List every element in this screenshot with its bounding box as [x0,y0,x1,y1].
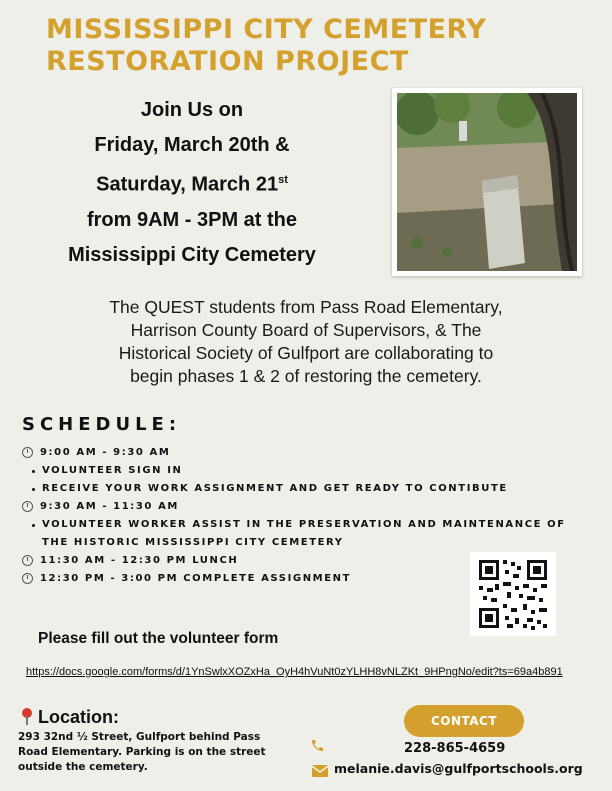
clock-icon [22,555,33,566]
contact-button[interactable]: CONTACT [404,705,524,737]
schedule-time-3: 11:30 AM - 12:30 PM LUNCH [20,552,600,570]
clock-icon [22,447,33,458]
schedule-item: VOLUNTEER SIGN IN [20,462,600,480]
schedule-heading: SCHEDULE: [22,414,182,435]
contact-phone[interactable]: 228-865-4659 [404,741,506,756]
qr-code-image [470,552,556,636]
cemetery-photo-image [397,93,577,271]
schedule-item-continued: THE HISTORIC MISSISSIPPI CITY CEMETERY [42,537,344,548]
title-line-2: RESTORATION PROJECT [46,46,409,77]
join-line-4: from 9AM - 3PM at the [86,208,298,231]
join-line-3: Saturday, March 21st [96,173,288,196]
pin-icon [20,707,34,730]
phone-icon [310,738,324,757]
join-line-2: Friday, March 20th & [94,134,290,156]
schedule-item: RECEIVE YOUR WORK ASSIGNMENT AND GET READY TO CONTIBUTE [20,480,600,498]
schedule-time-4: 12:30 PM - 3:00 PM COMPLETE ASSIGNMENT [20,570,600,588]
event-dates [12,93,372,273]
volunteer-form-label: Please fill out the volunteer form [38,630,279,647]
volunteer-form-link[interactable]: https://docs.google.com/forms/d/1YnSwlxXOZxHa_OyH4hVuNt0zYLHH8vNLZKt_9HPngNo/edit?ts=69a4b891 [26,666,563,678]
mail-icon [312,762,328,781]
schedule-time-1: 9:00 AM - 9:30 AM [20,444,600,462]
location-heading: Location: [20,707,119,730]
schedule-item: VOLUNTEER WORKER ASSIST IN THE PRESERVATION AND MAINTENANCE OF [20,516,600,534]
page-title [46,14,586,78]
title-line-1: MISSISSIPPI CITY CEMETERY [46,14,487,45]
join-line-5: Mississippi City Cemetery [68,243,316,266]
join-line-1: Join Us on [140,99,244,121]
intro-paragraph: The QUEST students from Pass Road Elementary, Harrison County Board of Supervisors, & The Historical Society of Gulfport are collaborating to begin phases 1 & 2 of restoring the cemetery. [109,297,503,386]
contact-email[interactable]: melanie.davis@gulfportschools.org [334,761,583,776]
qr-code[interactable] [470,552,556,636]
clock-icon [22,573,33,584]
location-address: 293 32nd ½ Street, Gulfport behind Pass Road Elementary. Parking is on the street outside the cemetery. [18,731,266,773]
schedule-time-2: 9:30 AM - 11:30 AM [20,498,600,516]
cemetery-photo [392,88,582,276]
clock-icon [22,501,33,512]
